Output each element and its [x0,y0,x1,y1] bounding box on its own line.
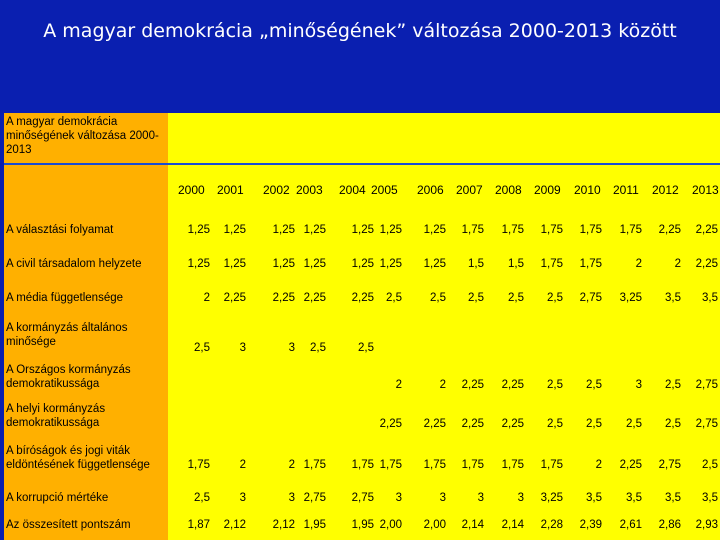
year-header-2000: 2000 [178,183,205,197]
year-header-2002: 2002 [263,183,290,197]
table-cell: 2,5 [626,418,642,430]
table-cell: 3,25 [619,292,642,304]
table-cell: 2,5 [358,342,374,354]
table-cell: 2,28 [540,519,563,531]
table-cell: 2,5 [702,459,718,471]
table-cell: 2,75 [695,418,718,430]
table-cell: 2,39 [579,519,602,531]
table-cell: 1,75 [501,224,524,236]
table-cell: 1,75 [619,224,642,236]
row-label: A választási folyamat [6,224,114,236]
table-cell: 2,75 [695,379,718,391]
table-cell: 2 [288,459,295,471]
row-label: A civil társadalom helyzete [6,258,142,270]
table-cell: 1,87 [187,519,210,531]
row-label: A kormányzás általános minősége [6,322,128,348]
table-cell: 2,5 [310,342,326,354]
table-cell: 2,75 [303,492,326,504]
table-cell: 1,25 [303,224,326,236]
table-cell: 2 [635,258,642,270]
table-cell: 1,75 [540,224,563,236]
table-cell: 1,25 [223,224,246,236]
table-cell: 1,25 [187,224,210,236]
table-cell: 2,12 [223,519,246,531]
table-cell: 1,25 [379,258,402,270]
row-label: A korrupció mértéke [6,492,109,504]
table-cell: 1,75 [423,459,446,471]
header-separator [4,163,720,165]
table-cell: 1,25 [423,224,446,236]
year-header-2006: 2006 [417,183,444,197]
table-cell: 3,5 [586,492,602,504]
table-cell: 2,93 [695,519,718,531]
year-header-2008: 2008 [495,183,522,197]
table-cell: 3,25 [540,492,563,504]
table-cell: 3,5 [702,492,718,504]
table-cell: 1,75 [379,459,402,471]
table-cell: 2,5 [194,492,210,504]
table-cell: 2,00 [423,519,446,531]
table-cell: 1,95 [351,519,374,531]
table-cell: 2,25 [695,258,718,270]
table-cell: 2 [439,379,446,391]
row-label: A bíróságok és jogi viták eldöntésének függetlensége [6,445,150,471]
table-cell: 2,5 [547,379,563,391]
table-cell: 2,14 [461,519,484,531]
table-cell: 1,25 [272,224,295,236]
table-cell: 3 [477,492,484,504]
table-cell: 2,25 [695,224,718,236]
year-header-2003: 2003 [296,183,323,197]
table-cell: 3 [395,492,402,504]
table-cell: 2,25 [223,292,246,304]
table-cell: 2,25 [461,379,484,391]
table-cell: 3,5 [665,492,681,504]
data-area [168,163,720,540]
table-cell: 2,5 [665,379,681,391]
table-cell: 2 [239,459,246,471]
table-cell: 2,5 [547,418,563,430]
table-cell: 2,86 [658,519,681,531]
table-cell: 2 [595,459,602,471]
year-header-2012: 2012 [652,183,679,197]
democracy-quality-table [4,113,720,540]
table-cell: 1,25 [423,258,446,270]
table-cell: 1,5 [468,258,484,270]
row-label: A média függetlensége [6,292,124,304]
table-cell: 2,25 [351,292,374,304]
year-header-2009: 2009 [534,183,561,197]
table-cell: 1,75 [303,459,326,471]
year-header-2010: 2010 [574,183,601,197]
table-cell: 2,75 [579,292,602,304]
table-cell: 1,75 [540,459,563,471]
table-cell: 2,25 [501,379,524,391]
table-cell: 1,95 [303,519,326,531]
table-cell: 1,25 [187,258,210,270]
table-cell: 1,75 [540,258,563,270]
year-header-2005: 2005 [371,183,398,197]
table-cell: 3,5 [626,492,642,504]
table-cell: 2,25 [501,418,524,430]
table-cell: 2,5 [430,292,446,304]
year-header-2007: 2007 [456,183,483,197]
year-header-2011: 2011 [613,183,639,197]
table-cell: 1,25 [223,258,246,270]
table-cell: 3 [288,342,295,354]
table-cell: 2,5 [586,379,602,391]
table-cell: 2,25 [461,418,484,430]
table-cell: 2,12 [272,519,295,531]
table-cell: 1,75 [461,224,484,236]
table-cell: 3 [635,379,642,391]
table-cell: 1,25 [351,224,374,236]
table-cell: 1,25 [379,224,402,236]
table-cell: 2,14 [501,519,524,531]
table-cell: 3 [517,492,524,504]
table-cell: 1,75 [187,459,210,471]
table-cell: 3,5 [702,292,718,304]
table-cell: 2,25 [303,292,326,304]
table-cell: 3,5 [665,292,681,304]
table-cell: 2,5 [547,292,563,304]
table-cell: 1,5 [508,258,524,270]
table-cell: 2,61 [619,519,642,531]
table-cell: 2,5 [508,292,524,304]
table-cell: 2,25 [658,224,681,236]
table-cell: 2,25 [423,418,446,430]
slide-title: A magyar demokrácia „minőségének” változása 2000-2013 között [43,20,677,42]
table-cell: 2,25 [379,418,402,430]
table-cell: 1,75 [351,459,374,471]
table-cell: 2,5 [586,418,602,430]
table-cell: 2,25 [619,459,642,471]
table-cell: 1,75 [579,258,602,270]
table-cell: 2,5 [386,292,402,304]
table-cell: 2,25 [272,292,295,304]
row-label: Az összesített pontszám [6,519,131,531]
table-cell: 1,75 [501,459,524,471]
table-cell: 2 [203,292,210,304]
row-label: A Országos kormányzás demokratikussága [6,364,131,390]
table-cell: 3 [439,492,446,504]
table-caption: A magyar demokrácia minőségének változása 2000-2013 [6,116,159,156]
row-label: A helyi kormányzás demokratikussága [6,403,106,429]
year-header-2001: 2001 [217,183,244,197]
table-cell: 2 [395,379,402,391]
table-cell: 2,5 [665,418,681,430]
year-header-2004: 2004 [339,183,366,197]
year-header-2013: 2013 [692,183,719,197]
table-cell: 1,75 [579,224,602,236]
table-cell: 2,75 [351,492,374,504]
table-cell: 3 [239,342,246,354]
table-cell: 1,75 [461,459,484,471]
table-cell: 2,5 [194,342,210,354]
table-cell: 2,5 [468,292,484,304]
table-cell: 1,25 [351,258,374,270]
table-cell: 1,25 [272,258,295,270]
table-cell: 3 [288,492,295,504]
header-band [168,113,720,163]
table-cell: 2 [674,258,681,270]
table-cell: 2,00 [379,519,402,531]
table-cell: 3 [239,492,246,504]
table-cell: 2,75 [658,459,681,471]
table-cell: 1,25 [303,258,326,270]
